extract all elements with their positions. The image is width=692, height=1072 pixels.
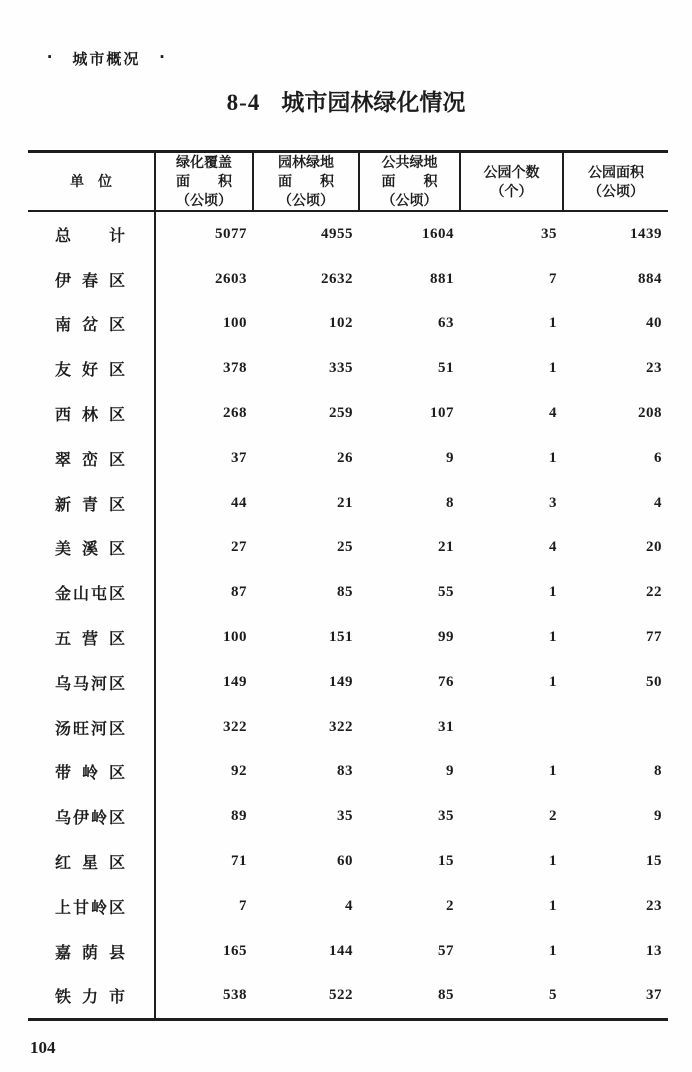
district-label: 上甘岭区 bbox=[55, 899, 125, 917]
cell-park-count: 1 bbox=[549, 315, 557, 332]
table-row bbox=[28, 391, 668, 436]
table-row bbox=[28, 570, 668, 615]
cell-park-area: 50 bbox=[646, 673, 662, 690]
cell-public-green-area: 8 bbox=[446, 494, 454, 511]
table-title-text: 城市园林绿化情况 bbox=[281, 89, 466, 115]
table-row bbox=[28, 929, 668, 974]
cell-park-count: 4 bbox=[549, 539, 557, 556]
unit-cell bbox=[28, 974, 155, 1020]
table-row bbox=[28, 346, 668, 391]
cell-public-green-area: 57 bbox=[438, 942, 454, 959]
unit-cell bbox=[28, 750, 155, 795]
cell-park-area: 9 bbox=[654, 808, 662, 825]
table-row bbox=[28, 615, 668, 660]
cell-park-area: 37 bbox=[646, 987, 662, 1004]
district-label: 铁力市 bbox=[55, 989, 125, 1007]
section-marker-dot: · bbox=[47, 47, 54, 68]
table-row bbox=[28, 794, 668, 839]
cell-park-area bbox=[563, 705, 668, 750]
header-line: （个） bbox=[490, 182, 533, 199]
unit-cell bbox=[28, 929, 155, 974]
district-label: 友好区 bbox=[55, 362, 125, 380]
cell-garden-green-area: 2632 bbox=[321, 270, 353, 287]
cell-park-area: 208 bbox=[638, 405, 662, 422]
col-header-public-green-area bbox=[359, 152, 460, 212]
cell-garden-green-area: 83 bbox=[337, 763, 353, 780]
col-header-unit bbox=[28, 152, 155, 212]
cell-garden-green-area: 21 bbox=[337, 494, 353, 511]
cell-garden-green-area: 259 bbox=[329, 405, 353, 422]
cell-park-area: 6 bbox=[654, 449, 662, 466]
table-row bbox=[28, 884, 668, 929]
header-line: 公共绿地 bbox=[381, 154, 438, 170]
cell-green-coverage-area: 37 bbox=[231, 449, 247, 466]
cell-garden-green-area: 335 bbox=[329, 360, 353, 377]
district-label: 红星区 bbox=[55, 855, 125, 873]
table-body bbox=[28, 211, 668, 1020]
cell-park-count: 1 bbox=[549, 449, 557, 466]
cell-garden-green-area: 144 bbox=[329, 942, 353, 959]
cell-green-coverage-area: 322 bbox=[223, 718, 247, 735]
district-label: 五营区 bbox=[55, 631, 125, 649]
header-line: 面 积 bbox=[381, 173, 438, 189]
header-line: 单 位 bbox=[70, 173, 112, 189]
cell-park-count: 7 bbox=[549, 270, 557, 287]
cell-park-area: 20 bbox=[646, 539, 662, 556]
cell-public-green-area: 99 bbox=[438, 629, 454, 646]
cell-public-green-area: 76 bbox=[438, 673, 454, 690]
table-number: 8-4 bbox=[226, 90, 261, 115]
cell-garden-green-area: 25 bbox=[337, 539, 353, 556]
cell-green-coverage-area: 268 bbox=[223, 405, 247, 422]
cell-park-count: 1 bbox=[549, 584, 557, 601]
cell-green-coverage-area: 2603 bbox=[215, 270, 247, 287]
cell-park-area: 884 bbox=[638, 270, 662, 287]
greening-table bbox=[28, 150, 668, 1021]
cell-garden-green-area: 102 bbox=[329, 315, 353, 332]
cell-public-green-area: 35 bbox=[438, 808, 454, 825]
cell-park-area: 40 bbox=[646, 315, 662, 332]
table-row bbox=[28, 974, 668, 1020]
header-line: 园林绿地 bbox=[278, 154, 334, 170]
page-number: 104 bbox=[30, 1038, 56, 1057]
section-marker-dot: · bbox=[159, 47, 166, 68]
unit-cell bbox=[28, 257, 155, 302]
cell-park-count: 3 bbox=[549, 494, 557, 511]
section-marker bbox=[47, 47, 166, 69]
district-label: 西林区 bbox=[55, 407, 125, 425]
cell-public-green-area: 1604 bbox=[422, 225, 454, 242]
cell-green-coverage-area: 71 bbox=[231, 853, 247, 870]
cell-green-coverage-area: 92 bbox=[231, 763, 247, 780]
district-label: 翠峦区 bbox=[55, 451, 125, 469]
cell-public-green-area: 9 bbox=[446, 763, 454, 780]
cell-public-green-area: 9 bbox=[446, 449, 454, 466]
cell-garden-green-area: 149 bbox=[329, 673, 353, 690]
cell-garden-green-area: 322 bbox=[329, 718, 353, 735]
page-title bbox=[0, 84, 692, 117]
unit-cell bbox=[28, 302, 155, 347]
cell-garden-green-area: 35 bbox=[337, 808, 353, 825]
district-label: 乌伊岭区 bbox=[55, 810, 125, 828]
unit-cell bbox=[28, 526, 155, 571]
cell-public-green-area: 881 bbox=[430, 270, 454, 287]
header-line: 面 积 bbox=[278, 173, 334, 189]
header-row bbox=[28, 152, 668, 212]
table-row bbox=[28, 211, 668, 257]
cell-park-count: 1 bbox=[549, 763, 557, 780]
col-header-garden-green-area bbox=[253, 152, 359, 212]
cell-green-coverage-area: 87 bbox=[231, 584, 247, 601]
unit-cell bbox=[28, 346, 155, 391]
cell-park-count: 1 bbox=[549, 942, 557, 959]
table-wrapper bbox=[28, 150, 668, 1021]
cell-park-count: 1 bbox=[549, 853, 557, 870]
header-line: （公顷） bbox=[588, 182, 644, 199]
table-row bbox=[28, 436, 668, 481]
col-header-park-count bbox=[460, 152, 563, 212]
cell-park-count bbox=[460, 705, 563, 750]
unit-cell bbox=[28, 705, 155, 750]
district-label: 美溪区 bbox=[55, 541, 125, 559]
cell-park-area: 77 bbox=[646, 629, 662, 646]
cell-park-area: 13 bbox=[646, 942, 662, 959]
cell-public-green-area: 21 bbox=[438, 539, 454, 556]
unit-cell bbox=[28, 570, 155, 615]
cell-public-green-area: 63 bbox=[438, 315, 454, 332]
table-row bbox=[28, 257, 668, 302]
cell-public-green-area: 55 bbox=[438, 584, 454, 601]
cell-park-area: 23 bbox=[646, 897, 662, 914]
unit-cell bbox=[28, 436, 155, 481]
cell-public-green-area: 51 bbox=[438, 360, 454, 377]
unit-cell bbox=[28, 391, 155, 436]
cell-green-coverage-area: 378 bbox=[223, 360, 247, 377]
cell-park-count: 1 bbox=[549, 360, 557, 377]
header-line: （公顷） bbox=[176, 192, 232, 208]
unit-cell bbox=[28, 660, 155, 705]
section-marker-label: 城市概况 bbox=[72, 50, 141, 68]
header-line: （公顷） bbox=[381, 192, 438, 208]
cell-garden-green-area: 60 bbox=[337, 853, 353, 870]
cell-public-green-area: 2 bbox=[446, 897, 454, 914]
cell-park-area: 23 bbox=[646, 360, 662, 377]
cell-park-count: 1 bbox=[549, 629, 557, 646]
cell-garden-green-area: 4955 bbox=[321, 225, 353, 242]
cell-garden-green-area: 26 bbox=[337, 449, 353, 466]
unit-cell bbox=[28, 884, 155, 929]
table-row bbox=[28, 839, 668, 884]
table-row bbox=[28, 302, 668, 347]
unit-cell bbox=[28, 839, 155, 884]
unit-cell bbox=[28, 794, 155, 839]
cell-park-area: 8 bbox=[654, 763, 662, 780]
table-row bbox=[28, 750, 668, 795]
cell-garden-green-area: 4 bbox=[345, 897, 353, 914]
cell-green-coverage-area: 165 bbox=[223, 942, 247, 959]
cell-green-coverage-area: 149 bbox=[223, 673, 247, 690]
cell-park-area: 22 bbox=[646, 584, 662, 601]
cell-park-count: 35 bbox=[541, 225, 557, 242]
table-row bbox=[28, 526, 668, 571]
cell-park-count: 2 bbox=[549, 808, 557, 825]
unit-cell bbox=[28, 481, 155, 526]
cell-green-coverage-area: 44 bbox=[231, 494, 247, 511]
district-label: 嘉荫县 bbox=[55, 944, 125, 962]
col-header-green-coverage-area bbox=[155, 152, 253, 212]
district-label: 新青区 bbox=[55, 496, 125, 514]
district-label: 带岭区 bbox=[55, 765, 125, 783]
cell-park-count: 1 bbox=[549, 897, 557, 914]
district-label: 总计 bbox=[55, 227, 125, 245]
table-header bbox=[28, 152, 668, 212]
table-row bbox=[28, 705, 668, 750]
cell-garden-green-area: 85 bbox=[337, 584, 353, 601]
table-row bbox=[28, 481, 668, 526]
cell-green-coverage-area: 89 bbox=[231, 808, 247, 825]
district-label: 乌马河区 bbox=[55, 675, 125, 693]
cell-public-green-area: 15 bbox=[438, 853, 454, 870]
table-row bbox=[28, 660, 668, 705]
header-line: （公顷） bbox=[278, 192, 334, 208]
district-label: 伊春区 bbox=[55, 272, 125, 290]
cell-park-count: 5 bbox=[549, 987, 557, 1004]
district-label: 金山屯区 bbox=[55, 586, 125, 604]
cell-public-green-area: 85 bbox=[438, 987, 454, 1004]
cell-public-green-area: 31 bbox=[438, 718, 454, 735]
cell-park-count: 4 bbox=[549, 405, 557, 422]
cell-green-coverage-area: 100 bbox=[223, 315, 247, 332]
cell-park-area: 1439 bbox=[630, 225, 662, 242]
cell-green-coverage-area: 538 bbox=[223, 987, 247, 1004]
district-label: 汤旺河区 bbox=[55, 720, 125, 738]
header-line: 绿化覆盖 bbox=[176, 154, 232, 170]
col-header-park-area bbox=[563, 152, 668, 212]
unit-cell bbox=[28, 211, 155, 257]
cell-green-coverage-area: 100 bbox=[223, 629, 247, 646]
cell-garden-green-area: 522 bbox=[329, 987, 353, 1004]
cell-green-coverage-area: 5077 bbox=[215, 225, 247, 242]
cell-park-area: 15 bbox=[646, 853, 662, 870]
cell-garden-green-area: 151 bbox=[329, 629, 353, 646]
cell-green-coverage-area: 7 bbox=[239, 897, 247, 914]
cell-green-coverage-area: 27 bbox=[231, 539, 247, 556]
cell-public-green-area: 107 bbox=[430, 405, 454, 422]
cell-park-count: 1 bbox=[549, 673, 557, 690]
unit-cell bbox=[28, 615, 155, 660]
header-line: 公园个数 bbox=[483, 163, 540, 180]
cell-park-area: 4 bbox=[654, 494, 662, 511]
header-line: 面 积 bbox=[176, 173, 232, 189]
header-line: 公园面积 bbox=[588, 163, 644, 180]
district-label: 南岔区 bbox=[55, 317, 125, 335]
